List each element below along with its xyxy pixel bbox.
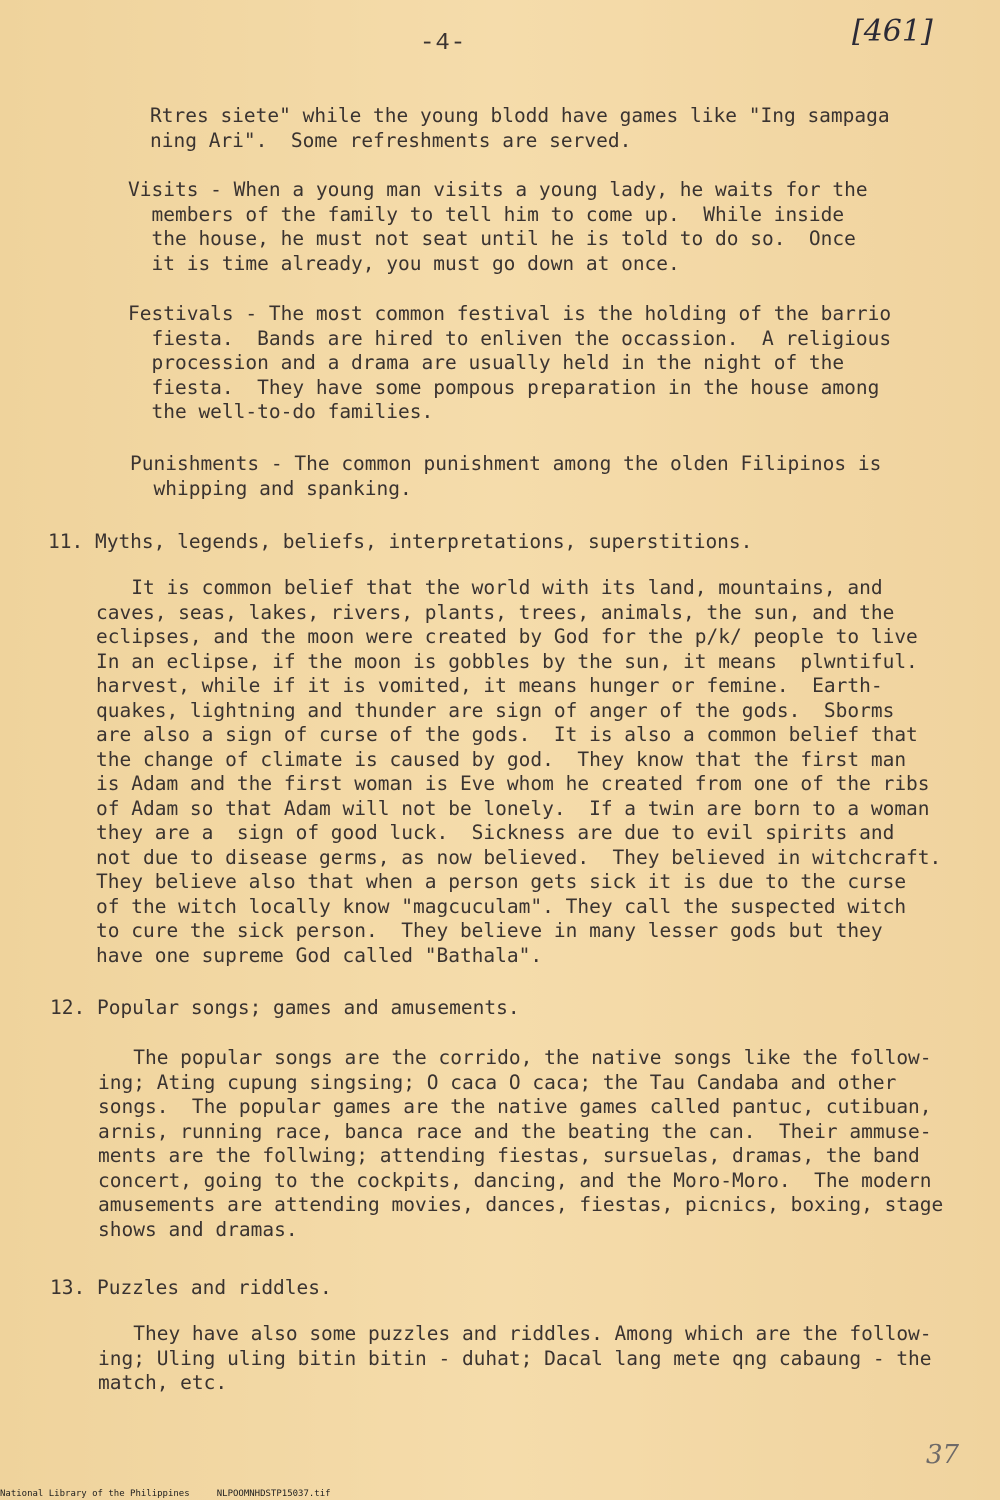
festivals-paragraph: Festivals - The most common festival is the holding of the barrio fiesta. Bands are hired to enliven the occassion. A religious procession and a drama are usually held in the night of the fiesta. They have some pompous preparation in the house among the well-to-do families. — [128, 302, 892, 423]
footer-filename: NLPOOMNHDSTP15037.tif — [216, 1489, 331, 1499]
visits-paragraph: Visits - When a young man visits a young lady, he waits for the members of the family to tell him to come up. While inside the house, he must not seat until he is told to do so. Once it is time already, you must go down at once. — [128, 178, 868, 275]
section-12-heading: 12. Popular songs; games and amusements. — [50, 996, 520, 1019]
footer-library: National Library of the Philippines — [0, 1489, 190, 1499]
punishments-paragraph: Punishments - The common punishment among the olden Filipinos is whipping and spanking. — [130, 452, 882, 500]
page-number: -4- — [420, 30, 467, 57]
section-13-heading: 13. Puzzles and riddles. — [50, 1276, 332, 1299]
section-11-heading: 11. Myths, legends, beliefs, interpretations, superstitions. — [48, 530, 753, 553]
section-13-body: They have also some puzzles and riddles. Among which are the follow- ing; Uling uling bitin bitin - duhat; Dacal lang mete qng cabaung - the match, etc. — [98, 1322, 932, 1394]
handwritten-page-mark: 37 — [926, 1440, 960, 1470]
scan-footer — [0, 1489, 331, 1500]
opening-paragraph: Rtres siete" while the young blodd have games like "Ing sampaga ning Ari". Some refreshments are served. — [150, 104, 890, 152]
section-12-body: The popular songs are the corrido, the native songs like the follow- ing; Ating cupung singsing; O caca O caca; the Tau Candaba and other songs. The popular games are the native games called pantuc, cutibuan, arnis, running race, banca race and the beating the can. Their ammuse- ments are the follwing; attending fiestas, sursuelas, dramas, the band concert, going to the cockpits, dancing, and the Moro-Moro. The modern amusements are attending movies, dances, fiestas, picnics, boxing, stage shows and dramas. — [98, 1046, 944, 1241]
section-11-body: It is common belief that the world with its land, mountains, and caves, seas, lakes, rivers, plants, trees, animals, the sun, and the eclipses, and the moon were created by God for the p/k/ people to live In an eclipse, if the moon is gobbles by the sun, it means plwntiful. harvest, while if it is vomited, it means hunger or femine. Earth- quakes, lightning and thunder are sign of anger of the gods. Sborms are also a sign of curse of the gods. It is also a common belief that the change of climate is caused by god. They know that the first man is Adam and the first woman is Eve whom he created from one of the ribs of Adam so that Adam will not be lonely. If a twin are born to a woman they are a sign of good luck. Sickness are due to evil spirits and not due to disease germs, as now believed. They believed in witchcraft. They believe also that when a person gets sick it is due to the curse of the witch locally know "magcuculam". They call the suspected witch to cure the sick person. They believe in many lesser gods but they have one supreme God called "Bathala". — [96, 576, 942, 967]
archive-reference: [461] — [852, 14, 933, 49]
